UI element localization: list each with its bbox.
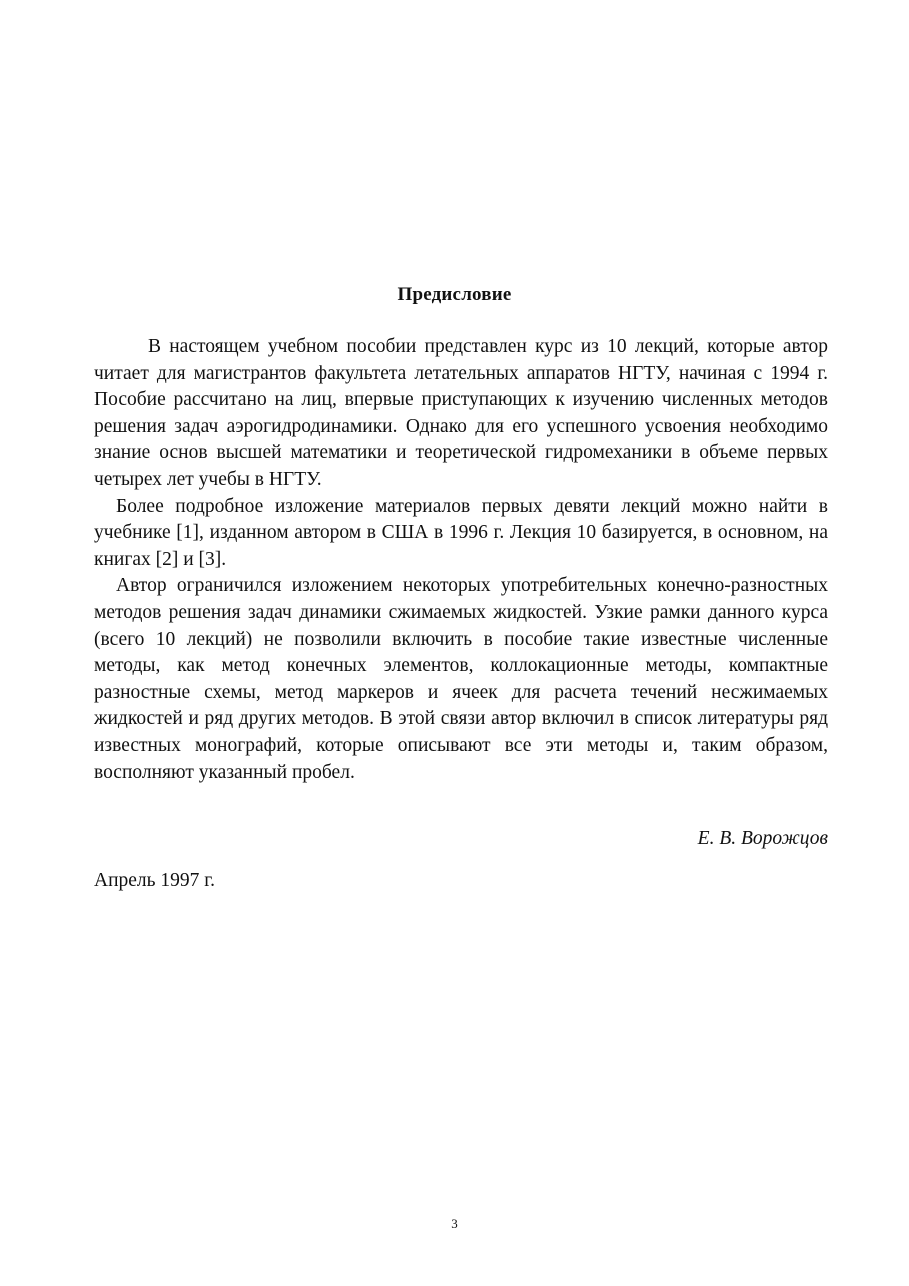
body-text [94, 334, 828, 786]
paragraph-2: Более подробное изложение материалов первых девяти лекций можно найти в учебнике [1], изданном автором в США в 1996 г. Лекция 10 базируется, в основном, на книгах [2] и [3]. [94, 495, 828, 570]
page-title: Предисловие [397, 284, 512, 305]
paragraph-1: В настоящем учебном пособии представлен курс из 10 лекций, которые автор читает для магистрантов факультета летательных аппаратов НГТУ, начиная с 1994 г. Пособие рассчитано на лиц, впервые приступающих к изучению численных методов решения задач аэрогидродинамики. Однако для его успешного усвоения необходимо знание основ высшей математики и теоретической гидромеханики в объеме первых четырех лет учебы в НГТУ. [94, 336, 828, 490]
paragraph-3: Автор ограничился изложением некоторых употребительных конечно-разностных методов решения задач динамики сжимаемых жидкостей. Узкие рамки данного курса (всего 10 лекций) не позволили включить в пособие такие известные численные методы, как метод конечных элементов, коллокационные методы, компактные разностные схемы, метод маркеров и ячеек для расчета течений несжимаемых жидкостей и ряд других методов. В этой связи автор включил в список литературы ряд известных монографий, которые описывают все эти методы и, таким образом, восполняют указанный пробел. [94, 575, 828, 783]
author-signature: Е. В. Ворожцов [697, 828, 828, 849]
page-number: 3 [451, 1216, 458, 1231]
date-line: Апрель 1997 г. [94, 870, 215, 891]
